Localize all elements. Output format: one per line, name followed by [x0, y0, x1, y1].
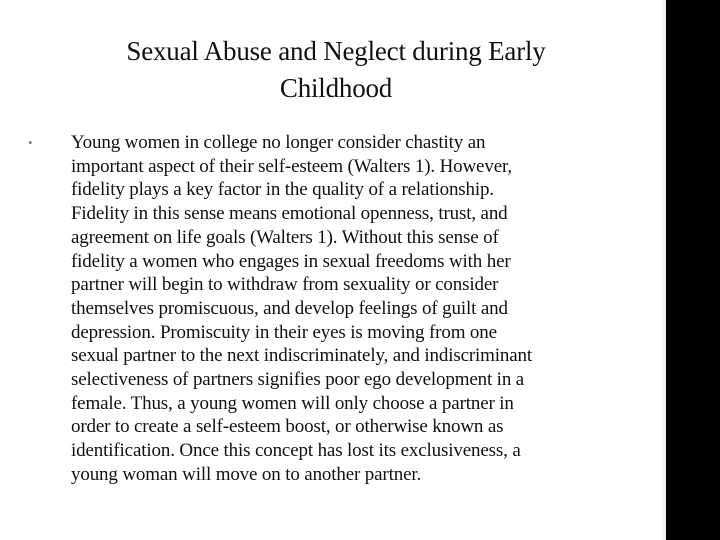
- bullet-text-line-8: themselves promiscuous, and develop feelings of guilt and: [71, 297, 508, 319]
- bullet-text-line-1: Young women in college no longer consider chastity an: [71, 132, 486, 153]
- bullet-text-line-4: Fidelity in this sense means emotional openness, trust, and: [71, 203, 508, 225]
- bullet-text-line-11: selectiveness of partners signifies poor ego development in a: [71, 369, 525, 391]
- bullet-text-line-9: depression. Promiscuity in their eyes is moving from one: [71, 321, 497, 343]
- slide-title: [60, 33, 612, 107]
- bullet-text-line-5: agreement on life goals (Walters 1). Without this sense of: [71, 226, 499, 248]
- bullet-text-line-13: order to create a self-esteem boost, or otherwise known as: [71, 416, 504, 438]
- bullet-text-line-6: fidelity a women who engages in sexual freedoms with her: [71, 250, 511, 272]
- bullet-text-line-15: young woman will move on to another partner.: [71, 463, 422, 485]
- bullet-text-line-12: female. Thus, a young women will only choose a partner in: [71, 392, 514, 414]
- bullet-text-line-3: fidelity plays a key factor in the quality of a relationship.: [71, 179, 494, 201]
- bullet-icon: •: [28, 135, 33, 150]
- bullet-text-line-7: partner will begin to withdraw from sexuality or consider: [71, 274, 499, 296]
- slide-edge-bar: [666, 0, 720, 540]
- bullet-item: [28, 131, 628, 487]
- bullet-list: [28, 131, 628, 487]
- slide-title-line-1: Sexual Abuse and Neglect during Early: [126, 36, 546, 66]
- bullet-text-line-14: identification. Once this concept has lost its exclusiveness, a: [71, 440, 521, 462]
- slide-title-line-2: Childhood: [279, 73, 393, 103]
- bullet-text-line-2: important aspect of their self-esteem (Walters 1). However,: [71, 155, 512, 177]
- bullet-text-line-10: sexual partner to the next indiscriminately, and indiscriminant: [71, 345, 533, 367]
